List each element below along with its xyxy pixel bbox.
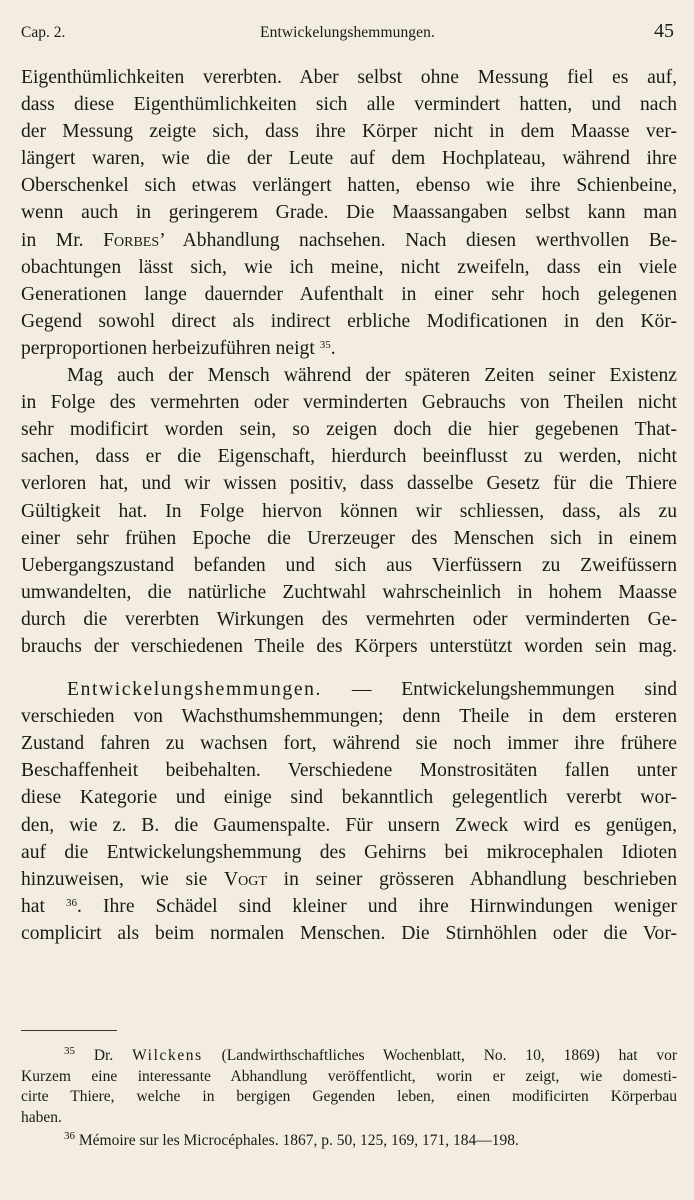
footnote-divider: [21, 1030, 117, 1031]
text-fragment: — Entwickelungshemmungen sind: [322, 679, 677, 701]
text-fragment: in Mr.: [21, 229, 104, 251]
paragraph-2: [21, 362, 677, 660]
section-heading: Entwickelungshemmungen.: [67, 679, 323, 701]
text-fragment: Dr.: [93, 1047, 133, 1064]
author-name-wilckens: Wilckens: [132, 1047, 203, 1064]
footnote-mark-35: 35: [64, 1045, 75, 1057]
text-line: [21, 676, 677, 703]
text-line: Beschaffenheit beibehalten. Verschiedene Monstrositäten fallen unter: [21, 760, 677, 782]
text-fragment: ’ Abhandlung nachsehen. Nach diesen werthvollen Be-: [159, 229, 677, 251]
text-line: in Folge des vermehrten oder verminderten Gebrauchs von Theilen nicht: [21, 392, 677, 414]
text-line: Mag auch der Mensch während der späteren Zeiten seiner Existenz: [67, 365, 677, 387]
text-line: auf die Entwickelungshemmung des Gehirns bei mikrocephalen Idioten: [21, 841, 677, 863]
text-line: dass diese Eigenthümlichkeiten sich alle vermindert hatten, und nach: [21, 94, 677, 116]
running-title: Entwickelungshemmungen.: [260, 24, 435, 41]
footnote-ref-36: 36: [66, 896, 78, 909]
footnote-line: haben.: [21, 1108, 62, 1126]
footnote-line: [21, 1046, 677, 1067]
text-line: [21, 227, 677, 254]
text-line: sehr modificirt worden sein, so zeigen doch die hier gegebenen That-: [21, 419, 677, 441]
text-line: längert waren, wie die der Leute auf dem Hochplateau, während ihre: [21, 148, 677, 170]
text-line: der Messung zeigte sich, dass ihre Körper nicht in dem Maasse ver-: [21, 121, 677, 143]
text-line: brauchs der verschiedenen Theile des Körpers unterstützt worden sein mag.: [21, 635, 677, 657]
text-fragment: (Landwirthschaftliches Wochenblatt, No. 10, 1869) hat vor: [202, 1047, 678, 1064]
text-line: verloren hat, und wir wissen positiv, dass dasselbe Gesetz für die Thiere: [21, 473, 677, 495]
section-gap: [21, 660, 677, 676]
paragraph-3: [21, 676, 677, 947]
text-fragment: Mémoire sur les Microcéphales. 1867, p. 50, 125, 169, 171, 184—198.: [78, 1132, 519, 1149]
footnote-mark-36: 36: [64, 1130, 75, 1142]
footnote-line: cirte Thiere, welche in bergigen Gegenden leben, einen modificirten Körperbau: [21, 1088, 677, 1105]
text-line: verschieden von Wachsthumshemmungen; denn Theile in dem ersteren: [21, 706, 677, 728]
paragraph-1: [21, 64, 677, 362]
text-line: [21, 893, 677, 920]
text-line: Eigenthümlichkeiten vererbten. Aber selbst ohne Messung fiel es auf,: [21, 67, 677, 88]
text-line: den, wie z. B. die Gaumenspalte. Für unsern Zweck wird es genügen,: [21, 814, 677, 836]
text-fragment: hat: [21, 895, 45, 917]
text-fragment: in seiner grösseren Abhandlung beschrieben: [266, 868, 677, 890]
running-header: [21, 20, 674, 46]
text-line: Uebergangszustand befanden und sich aus Vierfüssern zu Zweifüssern: [21, 554, 677, 576]
text-line: obachtungen lässt sich, wie ich meine, nicht zweifeln, dass ein viele: [21, 256, 677, 278]
text-fragment: hinzuweisen, wie sie: [21, 868, 225, 890]
text-line: [21, 866, 677, 893]
text-line: Gültigkeit hat. In Folge hiervon können wir schliessen, dass, als zu: [21, 500, 677, 522]
text-line: complicirt als beim normalen Menschen. Die Stirnhöhlen oder die Vor-: [21, 922, 677, 944]
page-number: 45: [654, 20, 674, 42]
text-line: einer sehr frühen Epoche die Urerzeuger des Menschen sich in einem: [21, 527, 677, 549]
author-name-vogt: Vogt: [224, 868, 267, 890]
footnote-35: [21, 1046, 677, 1128]
text-line: sachen, dass er die Eigenschaft, hierdurch beeinflusst zu werden, nicht: [21, 446, 677, 468]
text-line: Oberschenkel sich etwas verlängert hatten, ebenso wie ihre Schienbeine,: [21, 175, 677, 197]
text-line: diese Kategorie und einige sind bekanntlich gelegentlich vererbt wor-: [21, 787, 677, 809]
text-line: wenn auch in geringerem Grade. Die Maassangaben selbst kann man: [21, 202, 677, 224]
footnote-line: [21, 1131, 677, 1152]
text-line: Zustand fahren zu wachsen fort, während sie noch immer ihre frühere: [21, 733, 677, 755]
footnote-ref-35: 35: [319, 338, 331, 351]
text-line: Gegend sowohl direct als indirect erbliche Modificationen in den Kör-: [21, 310, 677, 332]
text-line: perproportionen herbeizuführen neigt $^{35}$.: [21, 337, 336, 359]
chapter-label: Cap. 2.: [21, 24, 66, 41]
footnote-line: Kurzem eine interessante Abhandlung veröffentlicht, worin er zeigt, wie domesti-: [21, 1067, 677, 1085]
body-text: [21, 64, 677, 947]
text-fragment: . Ihre Schädel sind kleiner und ihre Hirnwindungen weniger: [77, 895, 677, 917]
footnotes: [21, 1046, 677, 1152]
text-line: Generationen lange dauernder Aufenthalt in einer sehr hoch gelegenen: [21, 283, 677, 305]
text-line: durch die vererbten Wirkungen des vermehrten oder verminderten Ge-: [21, 608, 677, 630]
text-line: umwandelten, die natürliche Zuchtwahl wahrscheinlich in hohem Maasse: [21, 581, 677, 603]
author-name-forbes: Forbes: [103, 229, 160, 251]
text-fragment: perproportionen herbeizuführen neigt: [21, 337, 315, 359]
footnote-36: [21, 1131, 677, 1152]
